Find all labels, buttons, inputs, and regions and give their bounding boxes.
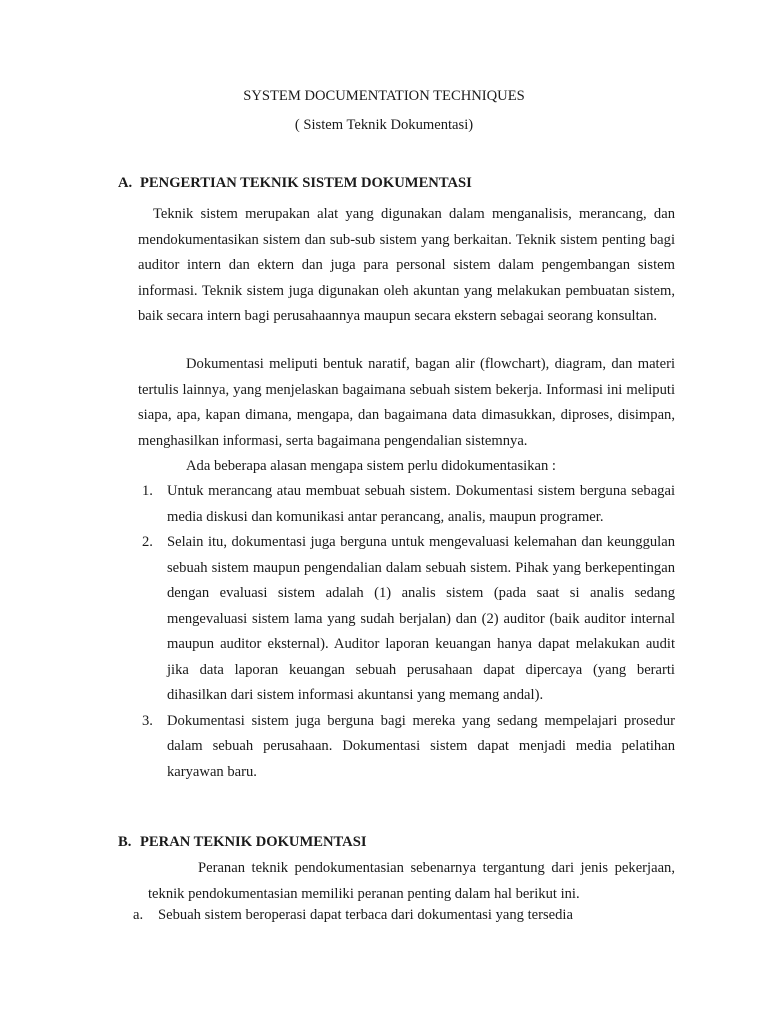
list-item-text: Selain itu, dokumentasi juga berguna untuk mengevaluasi kelemahan dan keunggulan sebuah sistem maupun pengendalian dalam sebuah sistem. Pihak yang berkepentingan dengan evaluasi sistem adalah (1) analis sistem (pada saat si analis sedang mengevaluasi sistem lama yang sudah berjalan) dan (2) auditor (baik auditor internal maupun auditor eksternal). Auditor laporan keuangan hanya dapat melakukan audit jika data laporan keuangan sebuah perusahaan dapat dipercaya (yang berarti dihasilkan dari sistem informasi akuntansi yang memang andal). bbox=[167, 534, 675, 703]
item-a-letter: a. bbox=[133, 907, 144, 923]
list-item-number: 1. bbox=[142, 483, 153, 499]
section-b-heading bbox=[118, 834, 367, 851]
list-item-number: 3. bbox=[142, 712, 153, 729]
section-b-title: PERAN TEKNIK DOKUMENTASI bbox=[140, 834, 367, 850]
section-a-heading bbox=[118, 175, 472, 192]
list-item-number: 2. bbox=[142, 534, 153, 550]
document-subtitle: ( Sistem Teknik Dokumentasi) bbox=[294, 117, 474, 133]
section-b-item-a bbox=[133, 907, 573, 924]
list-item-text: Untuk merancang atau membuat sebuah sistem. Dokumentasi sistem berguna sebagai media diskusi dan komunikasi antar perancang, analis, maupun programer. bbox=[167, 483, 675, 525]
list-item-text: Dokumentasi sistem juga berguna bagi mereka yang sedang mempelajari prosedur dalam sebuah perusahaan. Dokumentasi sistem dapat menjadi media pelatihan karyawan baru. bbox=[167, 712, 675, 780]
section-a-title: PENGERTIAN TEKNIK SISTEM DOKUMENTASI bbox=[140, 175, 472, 191]
reasons-list bbox=[138, 479, 675, 785]
section-a-letter: A. bbox=[118, 175, 133, 191]
section-a-paragraph-3: Ada beberapa alasan mengapa sistem perlu didokumentasikan : bbox=[186, 458, 556, 474]
section-b-paragraph-1: Peranan teknik pendokumentasian sebenarnya tergantung dari jenis pekerjaan, teknik pendokumentasian memiliki peranan penting dalam hal berikut ini. bbox=[148, 860, 675, 902]
list-item bbox=[138, 479, 675, 530]
section-b-letter: B. bbox=[118, 834, 132, 850]
list-item bbox=[138, 530, 675, 709]
document-title: SYSTEM DOCUMENTATION TECHNIQUES bbox=[243, 88, 525, 104]
list-item bbox=[138, 709, 675, 786]
section-a-paragraph-1: Teknik sistem merupakan alat yang digunakan dalam menganalisis, merancang, dan mendokumentasikan sistem dan sub-sub sistem yang berkaitan. Teknik sistem penting bagi auditor intern dan ektern dan juga para personal sistem dalam pengembangan sistem informasi. Teknik sistem juga digunakan oleh akuntan yang melakukan pembuatan sistem, baik secara intern bagi perusahaannya maupun secara ekstern sebagai seorang konsultan. bbox=[138, 206, 675, 324]
section-a-paragraph-2: Dokumentasi meliputi bentuk naratif, bagan alir (flowchart), diagram, dan materi tertulis lainnya, yang menjelaskan bagaimana sebuah sistem bekerja. Informasi ini meliputi siapa, apa, kapan dimana, mengapa, dan bagaimana data dimasukkan, diproses, disimpan, menghasilkan informasi, serta bagaimana pengendalian sistemnya. bbox=[138, 356, 675, 449]
item-a-text: Sebuah sistem beroperasi dapat terbaca dari dokumentasi yang tersedia bbox=[158, 907, 573, 923]
